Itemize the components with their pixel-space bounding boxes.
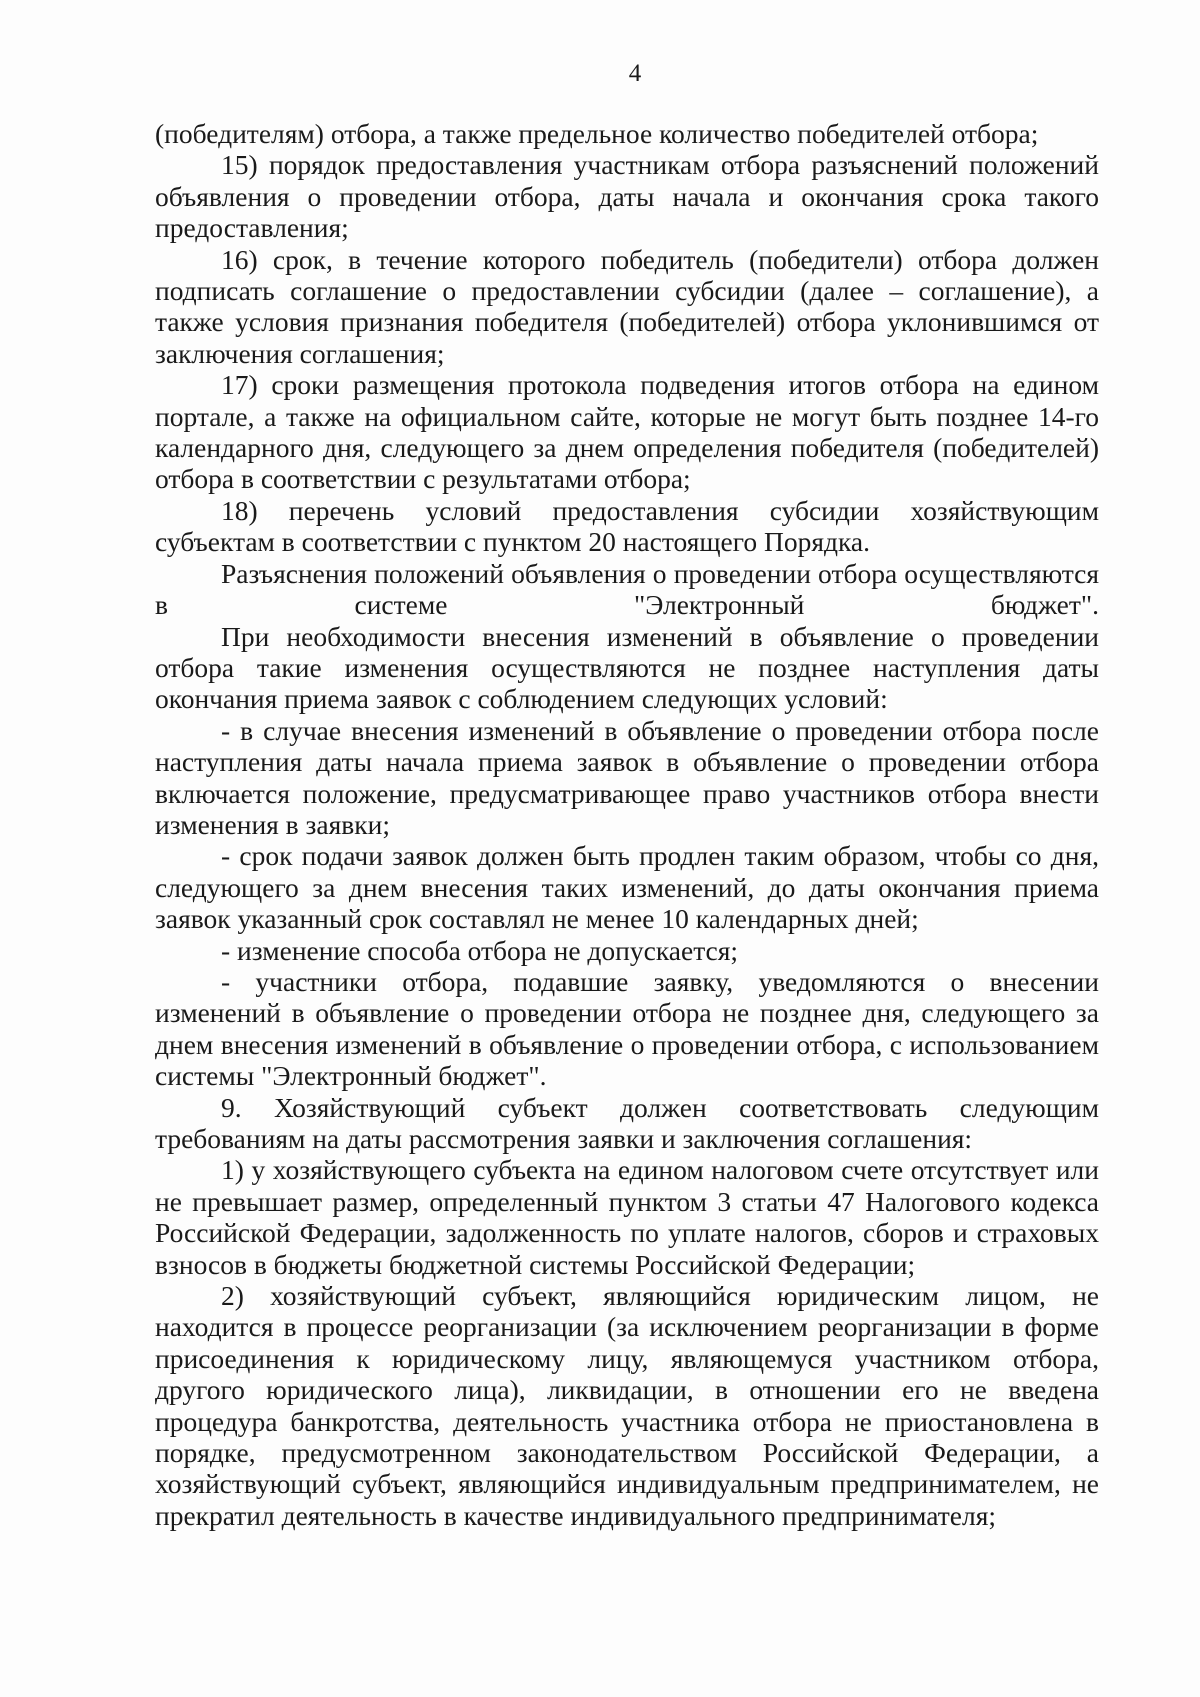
paragraph-amendments: При необходимости внесения изменений в объявление о проведении отбора такие изменения осуществляются не позднее наступления даты окончания приема заявок с соблюдением следующих условий:	[155, 620, 1099, 715]
paragraph-amendment-condition-4: - участники отбора, подавшие заявку, уведомляются о внесении изменений в объявление о проведении отбора не позднее дня, следующего за днем внесения изменений в объявление о проведении отбора, с использованием системы "Электронный бюджет".	[155, 965, 1099, 1092]
page-number: 4	[628, 60, 642, 87]
paragraph-item-15: 15) порядок предоставления участникам отбора разъяснений положений объявления о проведении отбора, даты начала и окончания срока такого предоставления;	[155, 149, 1099, 244]
paragraph-item-17: 17) сроки размещения протокола подведения итогов отбора на едином портале, а также на официальном сайте, которые не могут быть позднее 14-го календарного дня, следующего за днем определения победителя (победителей) отбора в соответствии с результатами отбора;	[155, 369, 1099, 495]
paragraph-continuation: (победителям) отбора, а также предельное количество победителей отбора;	[155, 118, 1039, 149]
paragraph-clarifications: Разъяснения положений объявления о проведении отбора осуществляются в системе "Электронный бюджет".	[155, 557, 1099, 621]
paragraph-item-16: 16) срок, в течение которого победитель (победители) отбора должен подписать соглашение о предоставлении субсидии (далее – соглашение), а также условия признания победителя (победителей) отбора уклонившимся от заключения соглашения;	[155, 243, 1099, 369]
paragraph-amendment-condition-3: - изменение способа отбора не допускается;	[221, 934, 739, 966]
paragraph-requirement-1: 1) у хозяйствующего субъекта на едином налоговом счете отсутствует или не превышает размер, определенный пунктом 3 статьи 47 Налогового кодекса Российской Федерации, задолженность по уплате налогов, сборов и страховых взносов в бюджеты бюджетной системы Российской Федерации;	[155, 1154, 1099, 1280]
paragraph-requirement-2: 2) хозяйствующий субъект, являющийся юридическим лицом, не находится в процессе реорганизации (за исключением реорганизации в форме присоединения к юридическому лицу, являющемуся участником отбора, другого юридического лица), ликвидации, в отношении его не введена процедура банкротства, деятельность участника отбора не приостановлена в порядке, предусмотренном законодательством Российской Федерации, а хозяйствующий субъект, являющийся индивидуальным предпринимателем, не прекратил деятельность в качестве индивидуального предпринимателя;	[155, 1280, 1099, 1531]
paragraph-amendment-condition-2: - срок подачи заявок должен быть продлен таким образом, чтобы со дня, следующего за днем внесения таких изменений, до даты окончания приема заявок указанный срок составлял не менее 10 календарных дней;	[155, 840, 1099, 935]
paragraph-amendment-condition-1: - в случае внесения изменений в объявление о проведении отбора после наступления даты начала приема заявок в объявление о проведении отбора включается положение, предусматривающее право участников отбора внести изменения в заявки;	[155, 714, 1099, 840]
paragraph-section-9: 9. Хозяйствующий субъект должен соответствовать следующим требованиям на даты рассмотрения заявки и заключения соглашения:	[155, 1091, 1099, 1154]
document-body	[155, 118, 1099, 1531]
paragraph-item-18: 18) перечень условий предоставления субсидии хозяйствующим субъектам в соответствии с пунктом 20 настоящего Порядка.	[155, 494, 1099, 558]
